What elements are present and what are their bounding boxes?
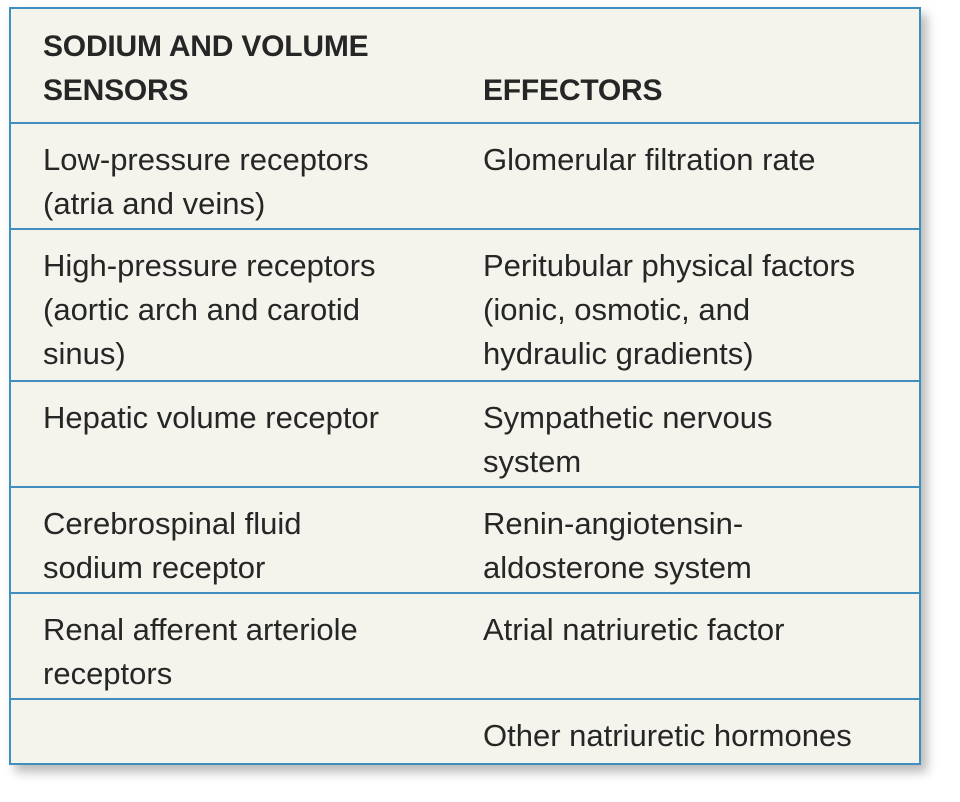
cell-line: Hepatic volume receptor bbox=[43, 400, 379, 435]
cell-line: sodium receptor bbox=[43, 550, 266, 585]
cell-line: Atrial natriuretic factor bbox=[483, 612, 785, 647]
sensor-cell bbox=[11, 229, 451, 381]
effector-cell bbox=[451, 593, 919, 699]
table-row bbox=[11, 123, 919, 229]
cell-line: Sympathetic nervous bbox=[483, 400, 773, 435]
header-sensors-line-2: SENSORS bbox=[43, 74, 189, 107]
cell-line: hydraulic gradients) bbox=[483, 336, 754, 371]
cell-line: Other natriuretic hormones bbox=[483, 718, 852, 753]
header-effectors bbox=[451, 9, 919, 123]
cell-line: system bbox=[483, 444, 582, 479]
cell-line: High-pressure receptors bbox=[43, 248, 376, 283]
sensor-cell bbox=[11, 123, 451, 229]
cell-line: Cerebrospinal fluid bbox=[43, 506, 302, 541]
sensors-effectors-table bbox=[11, 9, 919, 769]
cell-line: Peritubular physical factors bbox=[483, 248, 856, 283]
cell-line: (aortic arch and carotid bbox=[43, 292, 361, 327]
effector-cell bbox=[451, 229, 919, 381]
sensor-cell bbox=[11, 593, 451, 699]
effector-cell bbox=[451, 487, 919, 593]
cell-line: (atria and veins) bbox=[43, 186, 266, 221]
cell-line: aldosterone system bbox=[483, 550, 752, 585]
table-row bbox=[11, 699, 919, 769]
effector-cell bbox=[451, 123, 919, 229]
cell-line: Low-pressure receptors bbox=[43, 142, 369, 177]
header-sensors-line-1: SODIUM AND VOLUME bbox=[43, 30, 369, 63]
sensor-cell-empty bbox=[11, 699, 451, 769]
cell-line: Renal afferent arteriole bbox=[43, 612, 358, 647]
table-row bbox=[11, 229, 919, 381]
table-row bbox=[11, 487, 919, 593]
sensor-cell bbox=[11, 487, 451, 593]
cell-line: Glomerular filtration rate bbox=[483, 142, 816, 177]
table-header-row bbox=[11, 9, 919, 123]
effector-cell bbox=[451, 699, 919, 769]
sodium-volume-table-card bbox=[9, 7, 921, 765]
table-row bbox=[11, 593, 919, 699]
cell-line: (ionic, osmotic, and bbox=[483, 292, 751, 327]
sensor-cell bbox=[11, 381, 451, 487]
effector-cell bbox=[451, 381, 919, 487]
cell-line: Renin-angiotensin- bbox=[483, 506, 744, 541]
table-row bbox=[11, 381, 919, 487]
header-sensors bbox=[11, 9, 451, 123]
cell-line: sinus) bbox=[43, 336, 126, 371]
header-effectors-label: EFFECTORS bbox=[483, 74, 663, 107]
cell-line: receptors bbox=[43, 656, 173, 691]
